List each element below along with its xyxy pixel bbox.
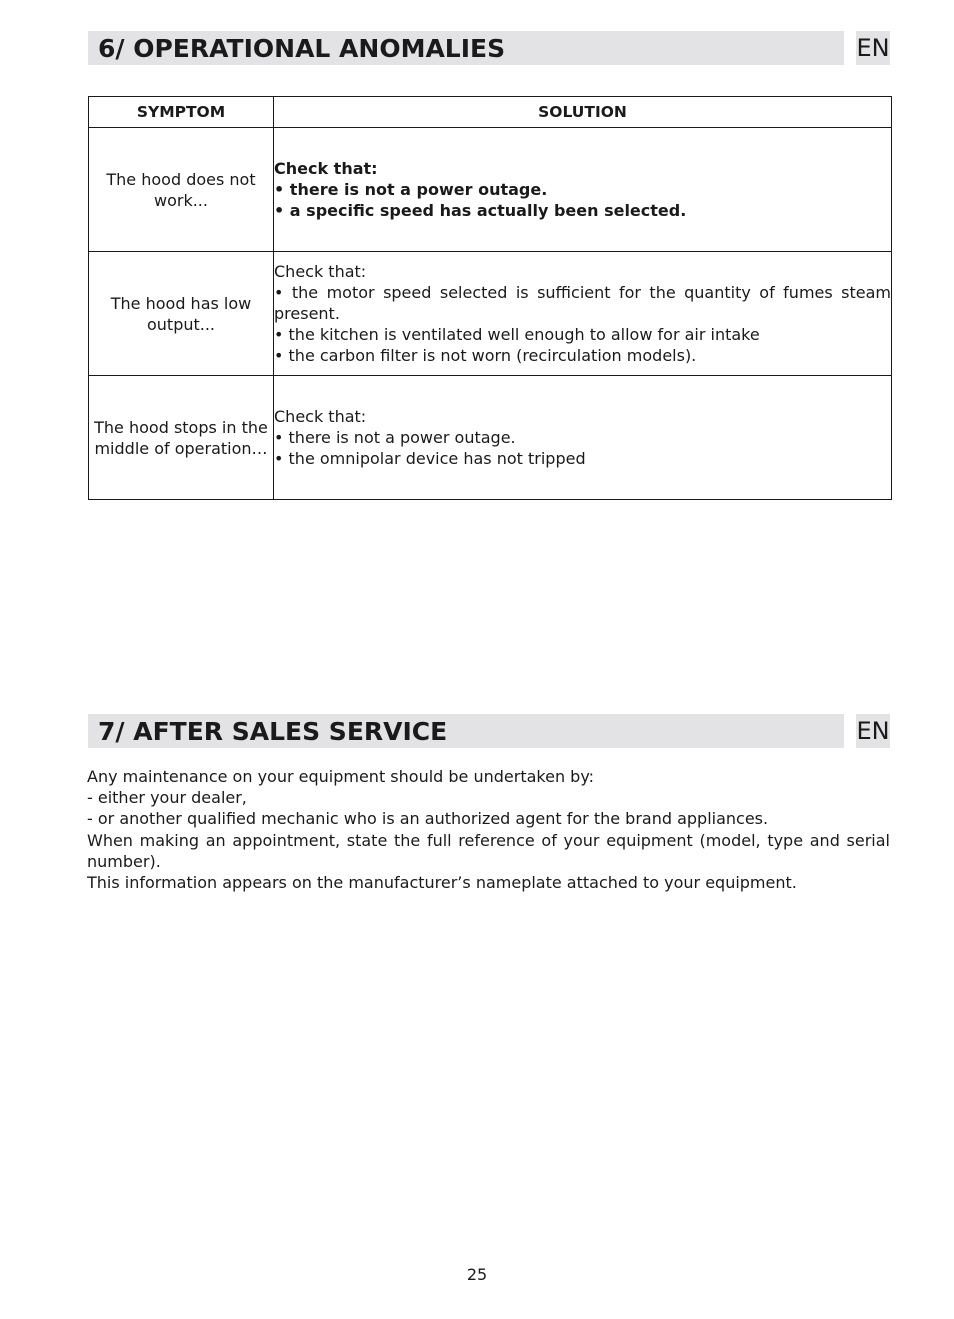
solution-line: • the kitchen is ventilated well enough to allow for air intake — [274, 325, 760, 344]
body-paragraph: Any maintenance on your equipment should be undertaken by: — [87, 767, 595, 786]
solution-line: Check that: — [274, 262, 367, 281]
table-row — [89, 252, 892, 376]
symptom-cell: The hood has low output... — [89, 252, 274, 376]
section-title: 7/ AFTER SALES SERVICE — [98, 717, 448, 746]
solution-cell — [274, 376, 892, 500]
solution-line: • the motor speed selected is sufficient for the quantity of fumes steam present. — [274, 283, 891, 323]
solution-line: • there is not a power outage. — [274, 428, 516, 447]
body-paragraph: When making an appointment, state the full reference of your equipment (model, type and serial number). — [87, 830, 890, 871]
after-sales-body — [87, 766, 890, 893]
language-tag: EN — [856, 31, 890, 65]
table-row — [89, 376, 892, 500]
solution-line: • there is not a power outage. — [274, 180, 548, 199]
symptom-cell: The hood stops in the middle of operation… — [89, 376, 274, 500]
section-title: 6/ OPERATIONAL ANOMALIES — [98, 34, 506, 63]
body-paragraph: This information appears on the manufacturer’s nameplate attached to your equipment. — [87, 873, 797, 893]
solution-line: • the carbon filter is not worn (recirculation models). — [274, 346, 697, 365]
anomalies-table — [88, 96, 892, 500]
table-row — [89, 128, 892, 252]
section-header-after-sales-service — [88, 714, 844, 748]
page-number: 25 — [466, 1265, 488, 1284]
solution-line: Check that: — [274, 159, 378, 178]
language-tag: EN — [856, 714, 890, 748]
solution-line: Check that: — [274, 407, 367, 426]
symptom-column-header: SYMPTOM — [89, 97, 274, 128]
solution-line: • a specific speed has actually been selected. — [274, 201, 687, 220]
table-header-row — [89, 97, 892, 128]
body-paragraph: - or another qualified mechanic who is an authorized agent for the brand appliances. — [87, 809, 769, 829]
solution-cell — [274, 128, 892, 252]
symptom-cell: The hood does not work... — [89, 128, 274, 252]
body-paragraph: - either your dealer, — [87, 788, 247, 808]
solution-cell — [274, 252, 892, 376]
section-header-operational-anomalies — [88, 31, 844, 65]
solution-line: • the omnipolar device has not tripped — [274, 449, 586, 468]
solution-column-header: SOLUTION — [274, 97, 892, 128]
